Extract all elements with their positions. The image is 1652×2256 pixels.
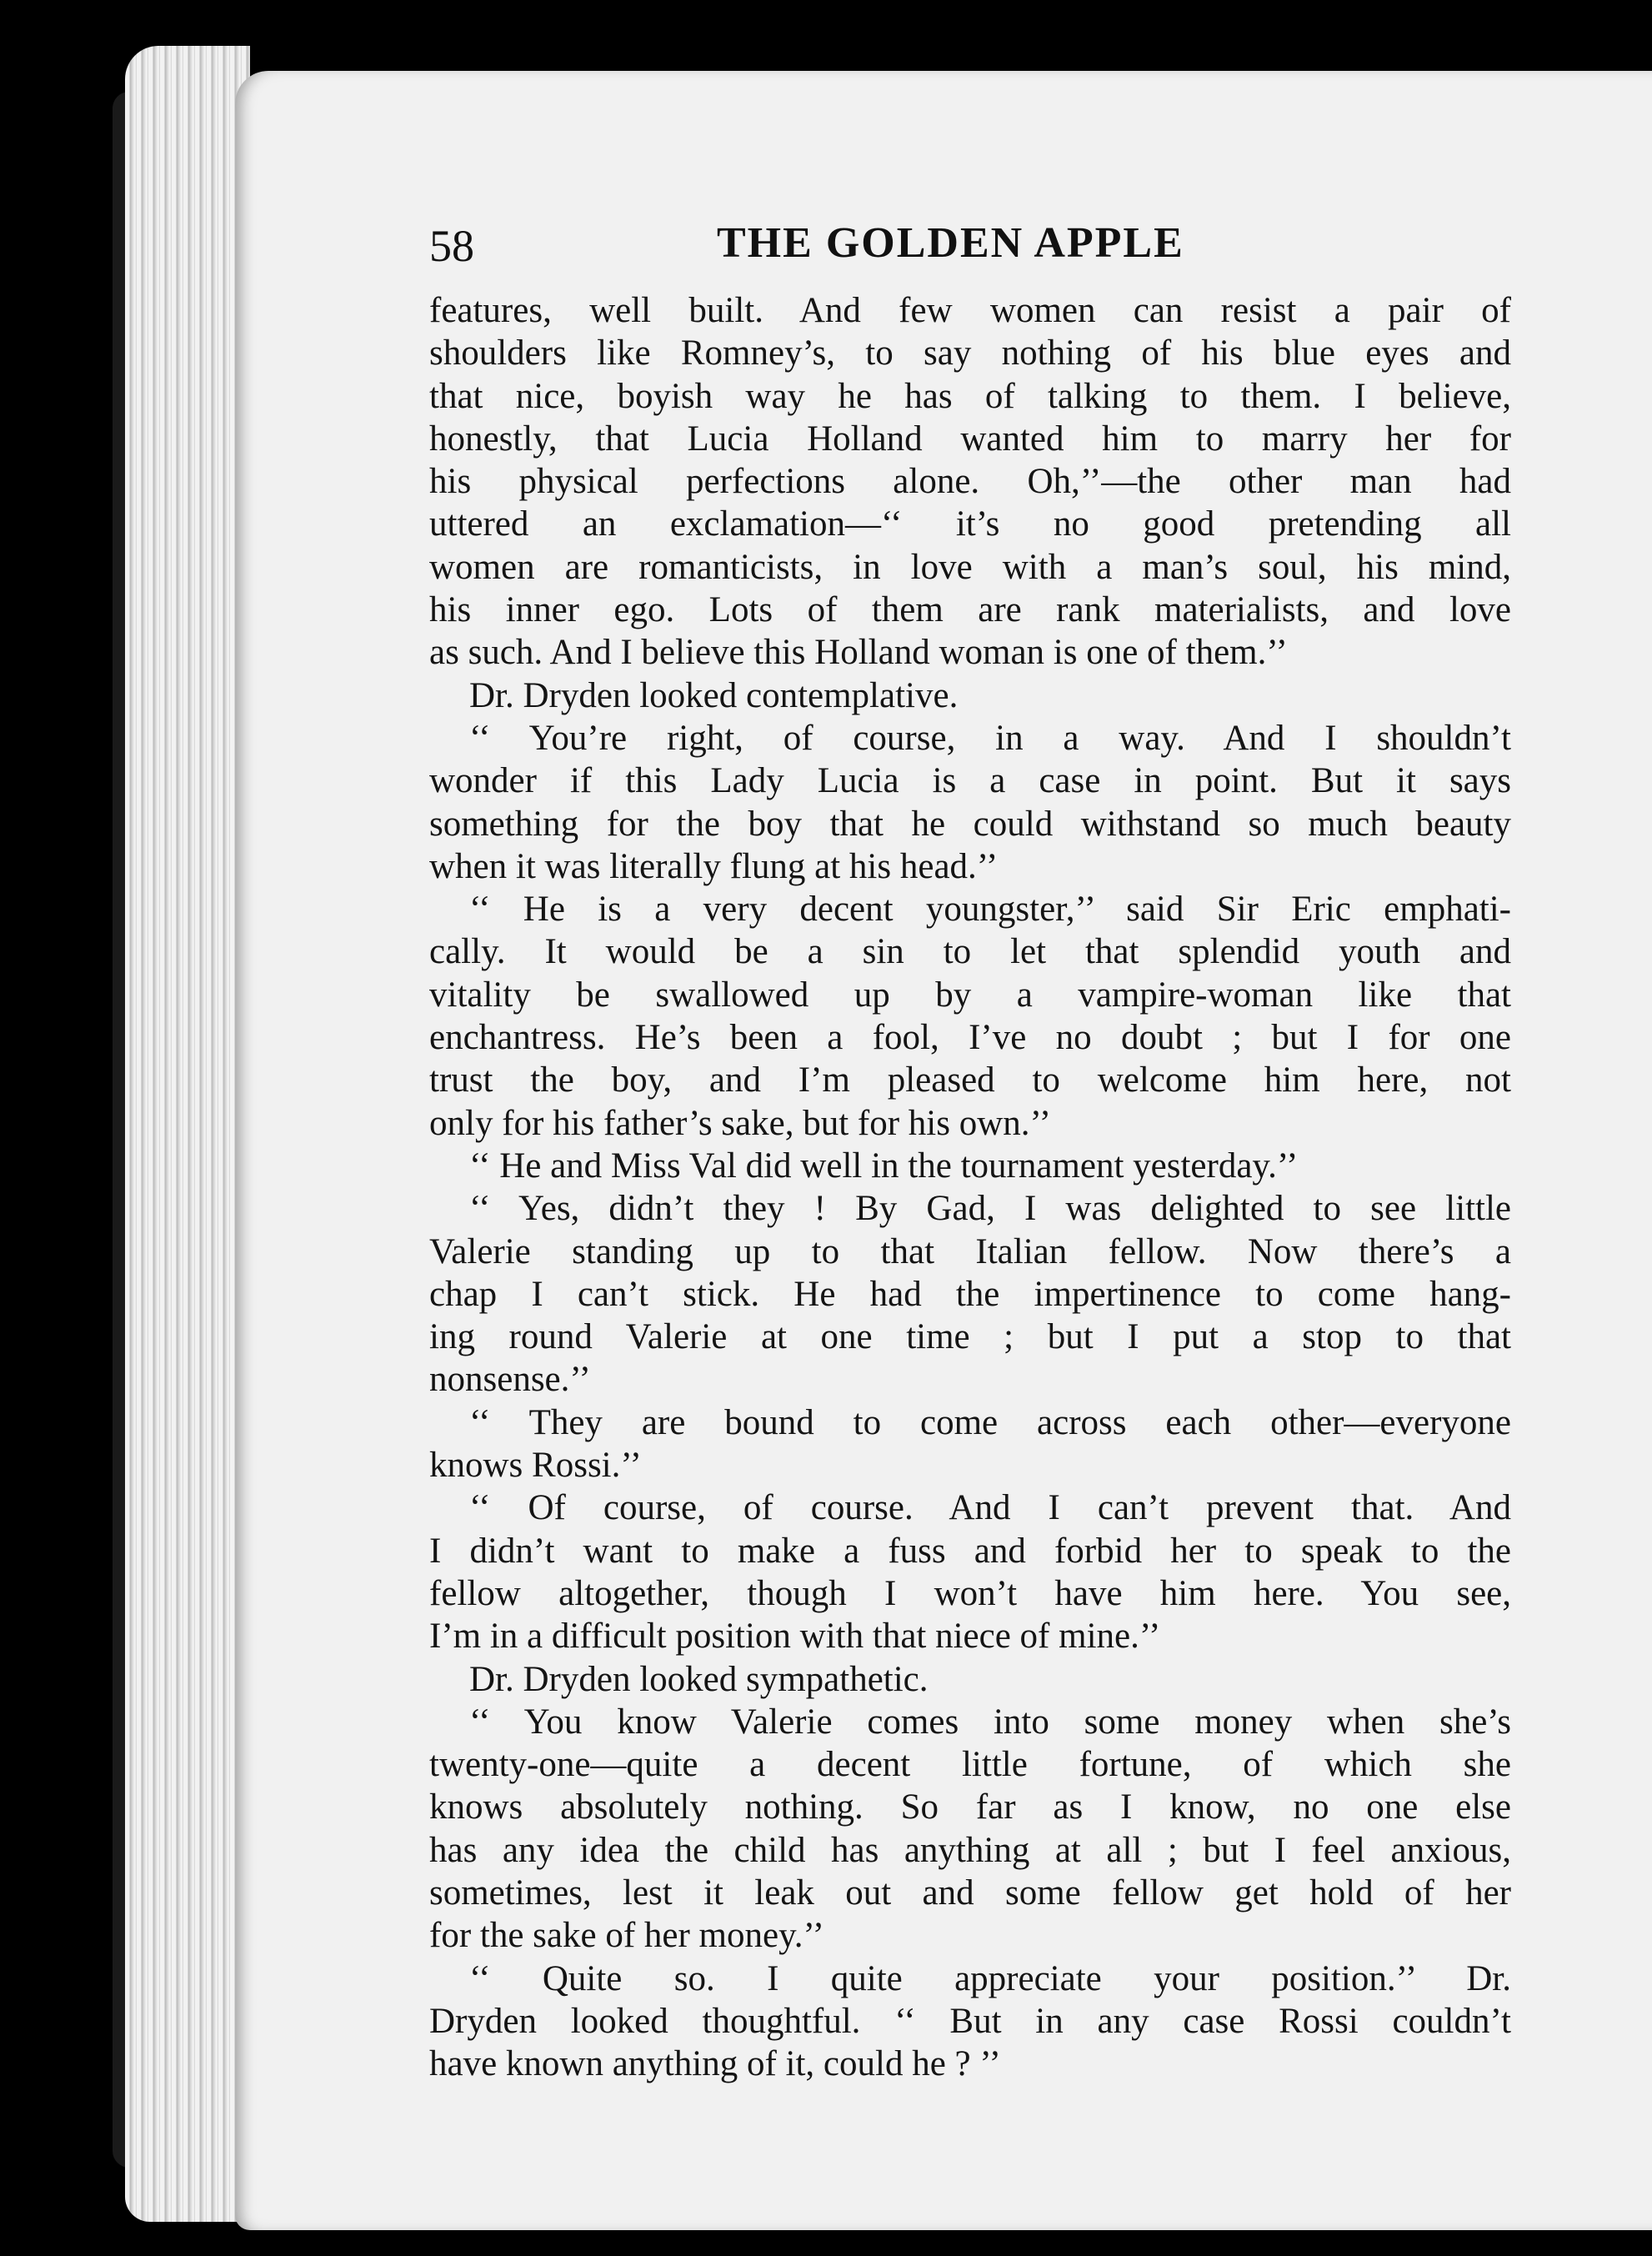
text-line: his physical perfections alone. Oh,’’—the other man had bbox=[429, 462, 1511, 502]
text-line: ‘‘ Yes, didn’t they ! By Gad, I was delighted to see little bbox=[469, 1189, 1511, 1229]
text-line: chap I can’t stick. He had the impertinence to come hang- bbox=[429, 1274, 1511, 1314]
text-line: ‘‘ He and Miss Val did well in the tournament yesterday.’’ bbox=[469, 1146, 1299, 1186]
text-line: enchantress. He’s been a fool, I’ve no doubt ; but I for one bbox=[429, 1018, 1511, 1058]
page-edges bbox=[125, 46, 250, 2222]
text-line: honestly, that Lucia Holland wanted him to marry her for bbox=[429, 419, 1511, 459]
text-line: ‘‘ He is a very decent youngster,’’ said Sir Eric emphati- bbox=[469, 890, 1511, 930]
text-line: I’m in a difficult position with that niece of mine.’’ bbox=[429, 1617, 1161, 1657]
text-line: that nice, boyish way he has of talking to them. I believe, bbox=[429, 376, 1511, 416]
text-line: Valerie standing up to that Italian fellow. Now there’s a bbox=[429, 1231, 1511, 1271]
text-line: has any idea the child has anything at all ; but I feel anxious, bbox=[429, 1830, 1511, 1870]
text-line: something for the boy that he could withstand so much beauty bbox=[429, 804, 1511, 844]
text-line: vitality be swallowed up by a vampire-woman like that bbox=[429, 975, 1511, 1015]
text-line: ‘‘ Quite so. I quite appreciate your position.’’ Dr. bbox=[469, 1958, 1511, 1998]
text-line: uttered an exclamation—‘‘ it’s no good pretending all bbox=[429, 504, 1511, 544]
running-head: THE GOLDEN APPLE bbox=[717, 219, 1184, 267]
text-line: ‘‘ You know Valerie comes into some money when she’s bbox=[469, 1702, 1511, 1742]
text-line: sometimes, lest it leak out and some fellow get hold of her bbox=[429, 1872, 1511, 1913]
page-number: 58 bbox=[429, 221, 474, 271]
text-line: ing round Valerie at one time ; but I put a stop to that bbox=[429, 1317, 1511, 1357]
text-line: shoulders like Romney’s, to say nothing of his blue eyes and bbox=[429, 333, 1511, 373]
text-line: knows Rossi.’’ bbox=[429, 1446, 642, 1486]
page-header bbox=[429, 218, 1513, 277]
body-text bbox=[429, 289, 1511, 2085]
text-line: his inner ego. Lots of them are rank materialists, and love bbox=[429, 590, 1511, 630]
text-line: Dr. Dryden looked contemplative. bbox=[469, 675, 959, 715]
text-line: cally. It would be a sin to let that splendid youth and bbox=[429, 932, 1511, 972]
text-line: as such. And I believe this Holland woman is one of them.’’ bbox=[429, 633, 1288, 673]
text-line: ‘‘ They are bound to come across each other—everyone bbox=[469, 1402, 1511, 1442]
text-line: ‘‘ Of course, of course. And I can’t prevent that. And bbox=[469, 1488, 1511, 1528]
text-line: when it was literally flung at his head.’’ bbox=[429, 846, 999, 886]
text-line: only for his father’s sake, but for his own.’’ bbox=[429, 1103, 1051, 1143]
text-line: for the sake of her money.’’ bbox=[429, 1916, 824, 1956]
text-line: Dr. Dryden looked sympathetic. bbox=[469, 1659, 929, 1699]
text-line: wonder if this Lady Lucia is a case in point. But it says bbox=[429, 761, 1511, 801]
text-line: knows absolutely nothing. So far as I know, no one else bbox=[429, 1787, 1511, 1827]
text-line: trust the boy, and I’m pleased to welcome him here, not bbox=[429, 1060, 1511, 1100]
text-line: have known anything of it, could he ? ’’ bbox=[429, 2044, 1001, 2084]
text-line: Dryden looked thoughtful. ‘‘ But in any case Rossi couldn’t bbox=[429, 2001, 1511, 2041]
text-line: nonsense.’’ bbox=[429, 1360, 591, 1400]
text-line: features, well built. And few women can resist a pair of bbox=[429, 291, 1511, 330]
text-line: women are romanticists, in love with a man’s soul, his mind, bbox=[429, 547, 1511, 587]
text-line: ‘‘ You’re right, of course, in a way. And I shouldn’t bbox=[469, 718, 1511, 758]
text-line: I didn’t want to make a fuss and forbid her to speak to the bbox=[429, 1531, 1511, 1571]
text-line: twenty-one—quite a decent little fortune, of which she bbox=[429, 1745, 1511, 1785]
text-line: fellow altogether, though I won’t have him here. You see, bbox=[429, 1573, 1511, 1613]
